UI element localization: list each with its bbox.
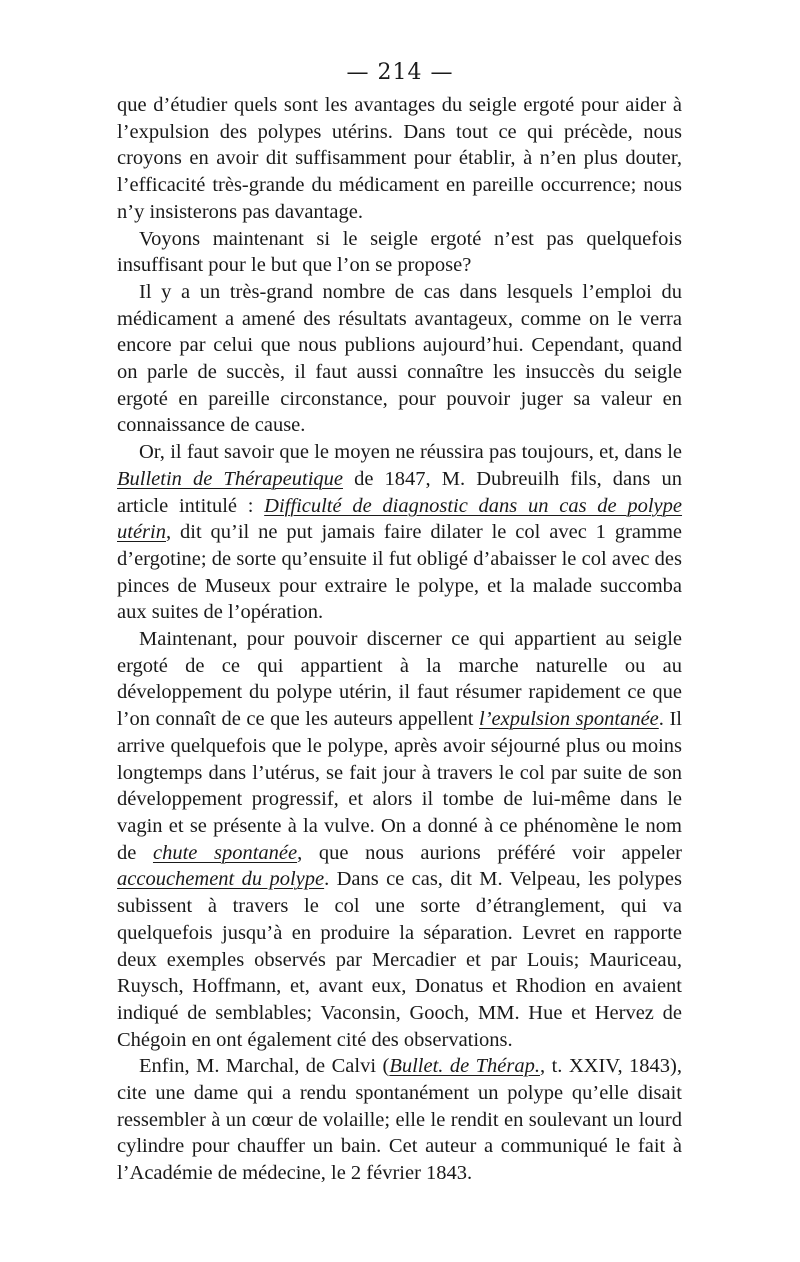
- paragraph: [117, 92, 682, 226]
- text-run: Enfin, M. Marchal, de Calvi (: [139, 1055, 390, 1078]
- italic-reference: Bulletin de Thérapeutique: [117, 467, 343, 490]
- text-run: Il y a un très-grand nombre de cas dans lesquels l’emploi du médicament a amené des résultats avantageux, comme on le verra encore par celui que nous publions aujourd’hui. Cependant, quand on parle de succès, il faut aussi connaître les insuccès du seigle ergoté en pareille circonstance, pour pouvoir juger sa valeur en connaissance de cause.: [117, 280, 682, 437]
- text-run: , que nous aurions préféré voir appeler: [297, 841, 682, 864]
- text-run: . Dans ce cas, dit M. Velpeau, les polypes subissent à travers le col une sorte d’étranglement, qui va quelquefois jusqu’à en produire la séparation. Levret en rapporte deux exemples observés par Mercadier et par Louis; Mauriceau, Ruysch, Hoffmann, et, avant eux, Donatus et Rhodion en avaient indiqué de semblables; Vaconsin, Gooch, MM. Hue et Hervez de Chégoin en ont également cité des observations.: [117, 868, 683, 1051]
- text-run: . Il arrive quelquefois que le polype, après avoir séjourné plus ou moins longtemps dans l’utérus, se fait jour à travers le col par suite de son développement progressif, et alors il tombe de lui-même dans le vagin et se présente à la vulve. On a donné à ce phénomène le nom de: [117, 708, 682, 864]
- text-run: que d’étudier quels sont les avantages du seigle ergoté pour aider à l’expulsion des polypes utérins. Dans tout ce qui précède, nous croyons en avoir dit suffisamment pour établir, à n’en plus douter, l’efficacité très-grande du médicament en pareille occurrence; nous n’y insisterons pas davantage.: [117, 94, 682, 223]
- paragraph: [117, 279, 682, 439]
- text-run: de 1847, M. Dubreuilh fils, dans un article intitulé :: [117, 467, 682, 517]
- page-number: — 214 —: [346, 60, 454, 85]
- italic-reference: l’expulsion spontanée: [479, 708, 659, 731]
- text-run: , dit qu’il ne put jamais faire dilater le col avec 1 gramme d’ergotine; de sorte qu’ensuite il fut obligé d’abaisser le col avec des pinces de Museux pour extraire le polype, et la malade succomba aux suites de l’opération.: [117, 521, 682, 624]
- text-run: Maintenant, pour pouvoir discerner ce qui appartient au seigle ergoté de ce qui appartient à la marche naturelle ou au développement du polype utérin, il faut résumer rapidement ce que l’on connaît de ce que les auteurs appellent: [117, 628, 682, 731]
- text-run: , t. XXIV, 1843), cite une dame qui a rendu spontanément un polype qu’elle disait ressembler à un cœur de volaille; elle le rendit en soulevant un lourd cylindre pour chauffer un bain. Cet auteur a communiqué le fait à l’Académie de médecine, le 2 février 1843.: [117, 1055, 682, 1185]
- body-text: [117, 92, 682, 1187]
- italic-reference: accouchement du polype: [117, 868, 325, 891]
- italic-reference: Bullet. de Thérap.: [389, 1055, 541, 1078]
- italic-reference: Difficulté de diagnostic dans un cas de polype utérin: [117, 494, 683, 544]
- paragraph: [117, 226, 682, 279]
- text-run: Or, il faut savoir que le moyen ne réussira pas toujours, et, dans le: [139, 441, 682, 464]
- paragraph: [117, 626, 682, 1053]
- paragraph: [117, 1053, 682, 1187]
- paragraph: [117, 439, 682, 626]
- text-run: Voyons maintenant si le seigle ergoté n’est pas quelquefois insuffisant pour le but que l’on se propose?: [117, 227, 682, 277]
- italic-reference: chute spontanée: [152, 841, 298, 864]
